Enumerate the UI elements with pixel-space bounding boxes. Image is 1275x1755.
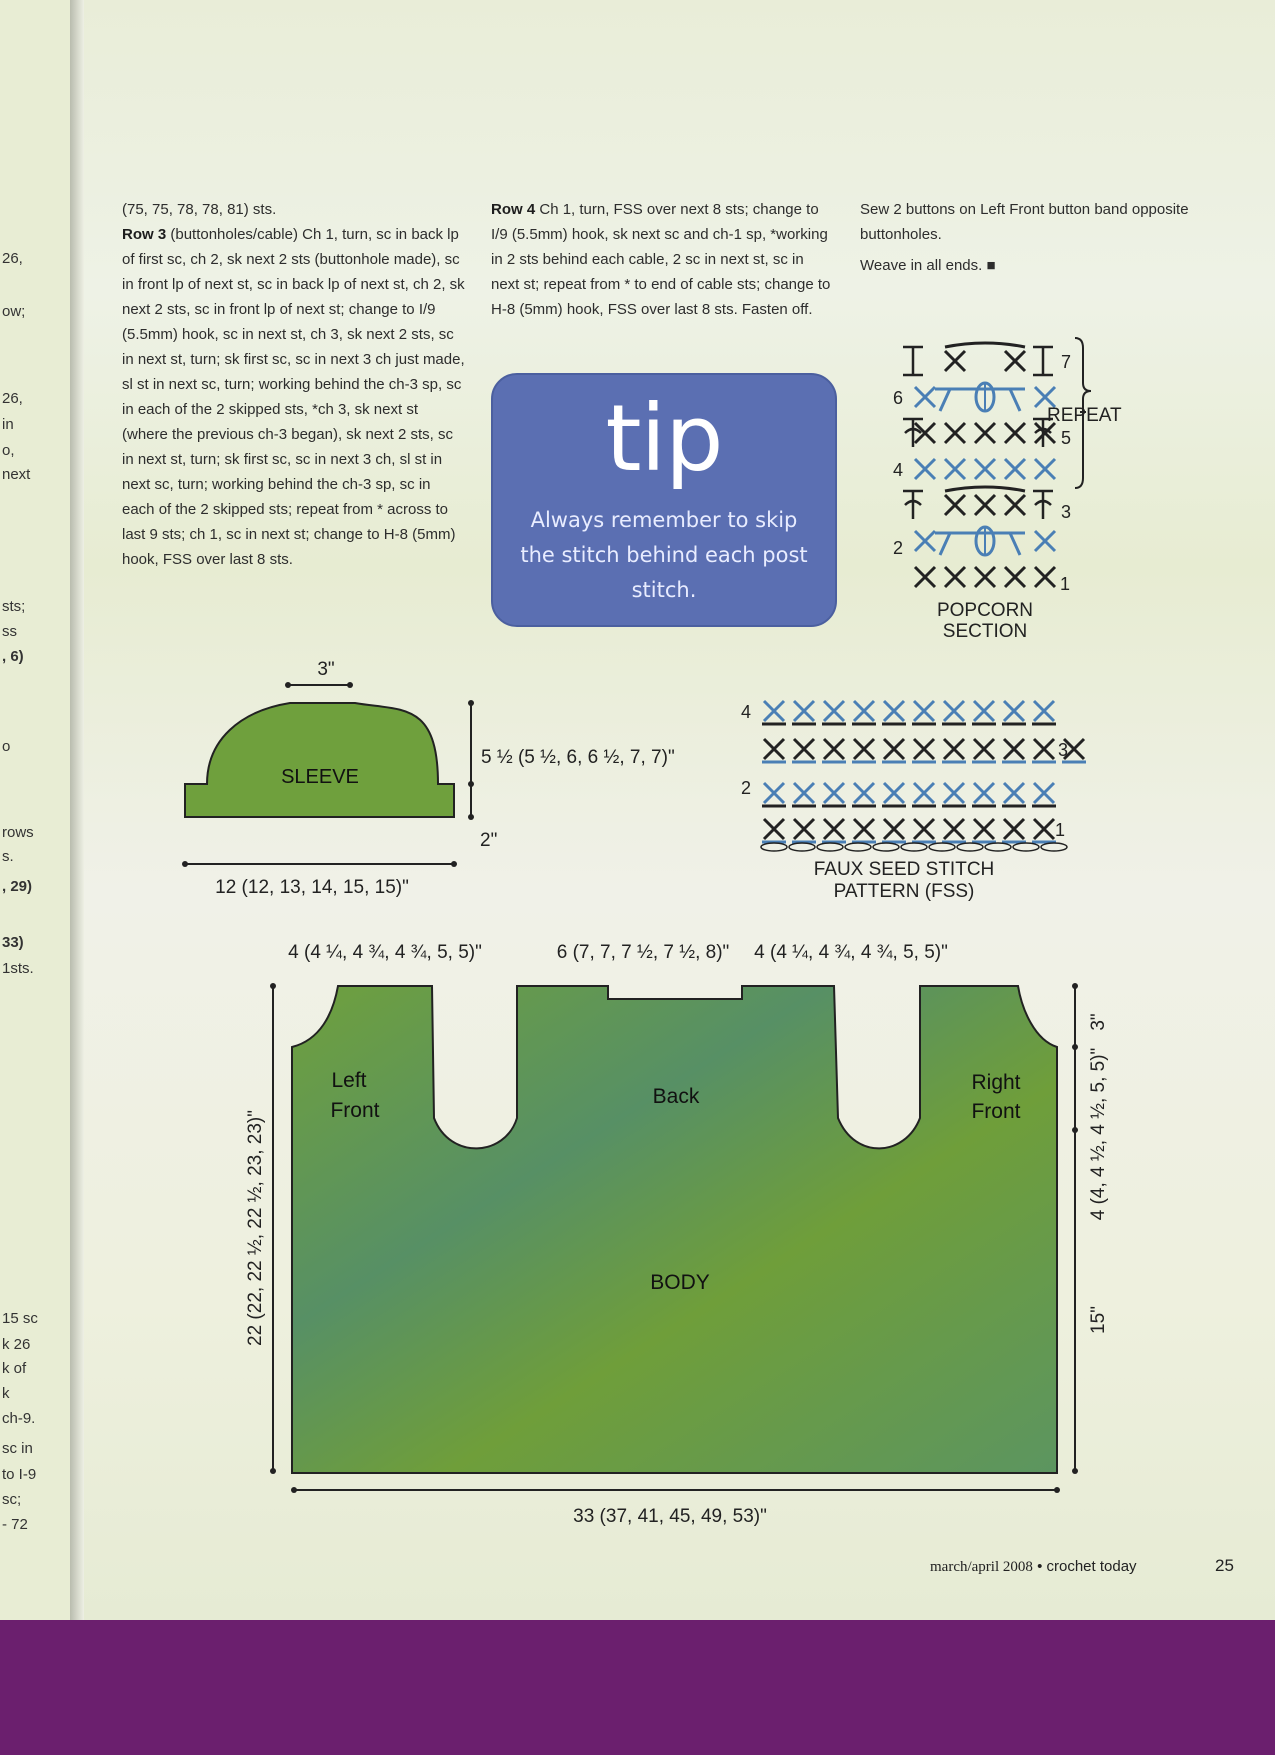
fss-stitch-symbol [824,783,844,803]
previous-page-fragment: next [2,466,31,483]
fss-stitch-symbol [914,739,934,759]
tip-text: Always remember to skip the stitch behind each post stitch. [520,508,808,602]
previous-page-fragment: o, [2,442,15,459]
fss-stitch-symbol [764,701,784,721]
post-stitch-symbol [1033,347,1053,375]
previous-page-fragment: k of [2,1360,27,1377]
fss-row-number: 4 [740,702,752,722]
previous-page-fragment: to I-9 [2,1466,37,1483]
fss-stitch-symbol [794,819,814,839]
single-crochet-symbol [1005,351,1025,371]
previous-page-fragment: k [2,1385,10,1402]
body-width: 33 (37, 41, 45, 49, 53)" [573,1506,767,1527]
single-crochet-symbol [1035,459,1055,479]
back-neck-width: 6 (7, 7, 7 ½, 7 ½, 8)" [556,942,730,963]
fss-stitch-symbol [794,739,814,759]
fss-stitch-symbol [884,739,904,759]
previous-page-fragment: 33) [2,934,24,951]
post-stitch-symbol [1033,491,1053,519]
lower-body-height: 15" [1088,1306,1109,1334]
row-3-label: Row 3 [122,226,167,243]
finishing-buttons: Sew 2 buttons on Left Front button band opposite buttonholes. [860,201,1189,243]
fss-chart [741,701,1086,851]
chain-symbol [817,843,843,851]
popcorn-caption-1: POPCORN [936,600,1034,621]
fss-stitch-symbol [914,701,934,721]
fss-stitch-symbol [944,739,964,759]
popcorn-row-number: 6 [892,388,904,408]
post-stitch-symbol [903,491,923,519]
dim-dot [285,682,291,688]
single-crochet-symbol [945,351,965,371]
single-crochet-symbol [1035,423,1055,443]
footer-bullet: • [1037,1558,1043,1575]
previous-page-fragment: ow; [2,303,26,320]
single-crochet-symbol [1005,567,1025,587]
fss-stitch-symbol [914,819,934,839]
single-crochet-symbol [975,459,995,479]
fss-row-number: 2 [740,778,752,798]
previous-page-fragment: , 29) [2,878,33,895]
previous-page-fragment: rows [2,824,34,841]
fss-stitch-symbol [854,783,874,803]
back-label: Back [652,1085,700,1108]
right-front-label-2: Front [971,1100,1021,1123]
popcorn-section-chart [893,343,1071,594]
sleeve-shape [185,703,454,817]
chain-symbol [1013,843,1039,851]
dim-dot [451,861,457,867]
finishing-weave: Weave in all ends. ■ [860,257,996,274]
dim-dot [291,1487,297,1493]
dim-dot [1072,1044,1078,1050]
body-total-height: 22 (22, 22 ½, 22 ½, 23, 23)" [245,1110,266,1346]
previous-page-fragment: o [2,738,11,755]
previous-page-fragment: 26, [2,390,23,407]
footer-issue: march/april 2008 [930,1559,1033,1575]
previous-page-fragment: 15 sc [2,1310,38,1327]
fss-stitch-symbol [974,739,994,759]
left-front-label-1: Left [331,1069,367,1092]
single-crochet-symbol [1035,567,1055,587]
fss-stitch-symbol [884,783,904,803]
sleeve-top-width: 3" [317,659,335,680]
previous-page-fragment: s. [2,848,14,865]
right-front-label-1: Right [971,1071,1021,1094]
chain-symbol [761,843,787,851]
single-crochet-symbol [975,567,995,587]
single-crochet-symbol [975,423,995,443]
chain-symbol [1041,843,1067,851]
single-crochet-symbol [915,531,935,551]
dim-dot [468,781,474,787]
fss-stitch-symbol [1004,783,1024,803]
chain-symbol [985,843,1011,851]
single-crochet-symbol [915,567,935,587]
previous-page-fragment: ss [2,623,17,640]
single-crochet-symbol [915,423,935,443]
dim-dot [468,700,474,706]
page-number: 25 [1215,1556,1234,1575]
fss-stitch-symbol [794,783,814,803]
fss-stitch-symbol [854,701,874,721]
body-label: BODY [650,1271,710,1294]
single-crochet-symbol [915,459,935,479]
single-crochet-symbol [1005,459,1025,479]
previous-page-fragment: sts; [2,598,26,615]
previous-page-fragment: , 6) [2,648,24,665]
fss-stitch-symbol [1034,819,1054,839]
row-4-text: Ch 1, turn, FSS over next 8 sts; change to I/9 (5.5mm) hook, sk next sc and ch-1 sp, *working in 2 sts behind each cable, 2 sc in next st, sc in next st; repeat from * to end of cable sts; change to H-8 (5mm) hook, FSS over last 8 sts. Fasten off. [491,201,831,318]
row-4-label: Row 4 [491,201,536,218]
fss-stitch-symbol [974,783,994,803]
fss-stitch-symbol [914,783,934,803]
single-crochet-symbol [975,495,995,515]
fss-stitch-symbol [974,701,994,721]
previous-page-fragment: - 72 [2,1516,28,1533]
dim-dot [1054,1487,1060,1493]
popcorn-row-number: 4 [892,460,904,480]
dim-dot [468,814,474,820]
dim-dot [347,682,353,688]
single-crochet-symbol [1035,387,1055,407]
fss-stitch-symbol [824,701,844,721]
sleeve-cuff-height: 2" [480,830,498,851]
dim-dot [1072,983,1078,989]
armhole-depth: 4 (4, 4 ½, 4 ½, 5, 5)" [1088,1047,1109,1221]
previous-page-fragment: sc; [2,1491,22,1508]
single-crochet-symbol [945,459,965,479]
fss-stitch-symbol [944,701,964,721]
single-crochet-symbol [1005,423,1025,443]
fss-stitch-symbol [794,701,814,721]
previous-page-fragment: 26, [2,250,23,267]
previous-page-fragment: 1sts. [2,960,34,977]
fss-stitch-symbol [764,783,784,803]
fss-stitch-symbol [824,739,844,759]
fss-caption-2: PATTERN (FSS) [833,881,975,902]
tip-title: tip [605,385,723,492]
single-crochet-symbol [1005,495,1025,515]
previous-page-fragment: sc in [2,1440,33,1457]
popcorn-row-number: 5 [1060,428,1072,448]
fss-row-number: 3 [1057,740,1069,760]
single-crochet-symbol [945,567,965,587]
fss-stitch-symbol [1004,819,1024,839]
chain-symbol [901,843,927,851]
fss-stitch-symbol [944,819,964,839]
previous-page-fragment: ch-9. [2,1410,36,1427]
page-footer [930,1558,1137,1576]
post-stitch-symbol [903,347,923,375]
fss-stitch-symbol [884,819,904,839]
left-shoulder-width: 4 (4 ¼, 4 ¾, 4 ¾, 5, 5)" [288,942,482,963]
chain-symbol [873,843,899,851]
fss-stitch-symbol [1004,701,1024,721]
right-shoulder-width: 4 (4 ¼, 4 ¾, 4 ¾, 5, 5)" [754,942,948,963]
fss-stitch-symbol [764,819,784,839]
sleeve-label: SLEEVE [281,766,359,788]
row-3-text: (buttonholes/cable) Ch 1, turn, sc in back lp of first sc, ch 2, sk next 2 sts (buttonhole made), sc in front lp of next st, sc in back lp of next st, ch 2, sk next 2 sts, sc in front lp of next st; change to I/9 (5.5mm) hook, sc in next st, ch 3, sk next 2 sts, sc in next st, turn; sk first sc, sc in next 3 ch just made, sl st in next sc, turn; working behind the ch-3 sp, sc in each of the 2 skipped sts, *ch 3, sk next st (where the previous ch-3 began), sk next 2 sts, sc in next st, turn; sk first sc, sc in next 3 ch, sl st in next sc, turn; working behind the ch-3 sp, sc in each of the 2 skipped sts; repeat from * across to last 9 sts; ch 1, sc in next st; change to H-8 (5mm) hook, FSS over last 8 sts. [122,226,465,568]
dim-dot [1072,1127,1078,1133]
fss-stitch-symbol [1034,701,1054,721]
footer-magazine: crochet today [1046,1558,1137,1575]
chain-symbol [845,843,871,851]
fss-caption-1: FAUX SEED STITCH [813,859,995,880]
chain-symbol [929,843,955,851]
single-crochet-symbol [915,387,935,407]
left-front-label-2: Front [330,1099,380,1122]
fss-stitch-symbol [974,819,994,839]
fss-stitch-symbol [1034,739,1054,759]
cable-top-arc [945,487,1025,491]
popcorn-row-number: 1 [1059,574,1071,594]
single-crochet-symbol [945,423,965,443]
sleeve-cap-height: 5 ½ (5 ½, 6, 6 ½, 7, 7)" [481,747,675,768]
popcorn-row-number: 7 [1060,352,1072,372]
fss-stitch-symbol [854,739,874,759]
sleeve-width: 12 (12, 13, 14, 15, 15)" [215,877,409,898]
fss-stitch-symbol [824,819,844,839]
fss-row-number: 1 [1054,820,1066,840]
popcorn-row-number: 3 [1060,502,1072,522]
body-shape [292,986,1057,1473]
dim-dot [270,983,276,989]
single-crochet-symbol [1035,531,1055,551]
dim-dot [270,1468,276,1474]
fss-stitch-symbol [1034,783,1054,803]
fss-stitch-symbol [944,783,964,803]
dim-dot [182,861,188,867]
previous-page-fragment: in [2,416,14,433]
fss-stitch-symbol [764,739,784,759]
popcorn-row-number: 2 [892,538,904,558]
previous-page-fragment: k 26 [2,1336,31,1353]
neck-depth: 3" [1088,1013,1109,1031]
dim-dot [1072,1468,1078,1474]
cable-top-arc [945,343,1025,347]
chain-symbol [957,843,983,851]
fss-stitch-symbol [884,701,904,721]
fss-stitch-symbol [854,819,874,839]
post-stitch-symbol [903,419,923,447]
stitch-count-line: (75, 75, 78, 78, 81) sts. [122,201,277,218]
single-crochet-symbol [945,495,965,515]
popcorn-caption-2: SECTION [942,621,1028,642]
fss-stitch-symbol [1004,739,1024,759]
chain-symbol [789,843,815,851]
repeat-label: REPEAT [1047,405,1122,426]
